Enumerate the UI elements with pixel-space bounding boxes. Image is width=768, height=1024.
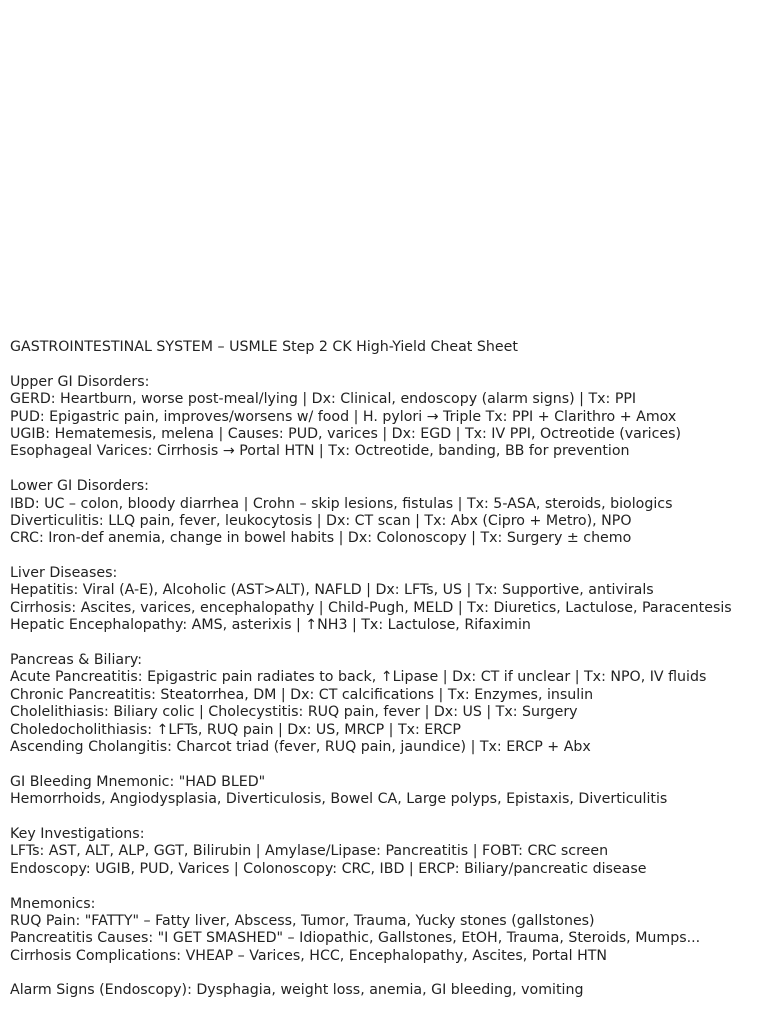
spacer (10, 756, 762, 773)
section-heading: Mnemonics: (10, 895, 96, 912)
section-heading: Liver Diseases: (10, 565, 118, 582)
section-pancreas-biliary (10, 652, 762, 756)
section-heading: Upper GI Disorders: (10, 373, 150, 390)
section-line: Cirrhosis Complications: VHEAP – Varices, HCC, Encephalopathy, Ascites, Portal HTN (10, 947, 608, 964)
section-line: Endoscopy: UGIB, PUD, Varices | Colonoscopy: CRC, IBD | ERCP: Biliary/pancreatic disease (10, 860, 647, 877)
spacer (10, 356, 762, 373)
section-line: IBD: UC – colon, bloody diarrhea | Crohn – skip lesions, fistulas | Tx: 5-ASA, steroids, biologics (10, 495, 673, 512)
section-line: Cirrhosis: Ascites, varices, encephalopathy | Child-Pugh, MELD | Tx: Diuretics, Lactulose, Paracentesis (10, 599, 732, 616)
section-line: PUD: Epigastric pain, improves/worsens w/ food | H. pylori → Triple Tx: PPI + Clarithro + Amox (10, 408, 677, 425)
section-line: Cholelithiasis: Biliary colic | Cholecystitis: RUQ pain, fever | Dx: US | Tx: Surgery (10, 704, 578, 721)
section-line: Hepatic Encephalopathy: AMS, asterixis | ↑NH3 | Tx: Lactulose, Rifaximin (10, 617, 531, 634)
section-line: Chronic Pancreatitis: Steatorrhea, DM | Dx: CT calcifications | Tx: Enzymes, insulin (10, 686, 594, 703)
spacer (10, 878, 762, 895)
section-line: Esophageal Varices: Cirrhosis → Portal HTN | Tx: Octreotide, banding, BB for prevention (10, 443, 630, 460)
section-gi-bleeding-mnemonic (10, 774, 762, 809)
section-key-investigations (10, 826, 762, 878)
cheat-sheet-document (10, 339, 762, 1000)
section-line: RUQ Pain: "FATTY" – Fatty liver, Abscess, Tumor, Trauma, Yucky stones (gallstones) (10, 912, 595, 929)
alarm-signs-footer: Alarm Signs (Endoscopy): Dysphagia, weight loss, anemia, GI bleeding, vomiting (10, 982, 584, 999)
section-lower-gi (10, 478, 762, 548)
section-line: Diverticulitis: LLQ pain, fever, leukocytosis | Dx: CT scan | Tx: Abx (Cipro + Metro), NPO (10, 512, 632, 529)
section-line: Ascending Cholangitis: Charcot triad (fever, RUQ pain, jaundice) | Tx: ERCP + Abx (10, 738, 591, 755)
spacer (10, 635, 762, 652)
section-line: Choledocholithiasis: ↑LFTs, RUQ pain | Dx: US, MRCP | Tx: ERCP (10, 721, 461, 738)
section-line: LFTs: AST, ALT, ALP, GGT, Bilirubin | Amylase/Lipase: Pancreatitis | FOBT: CRC screen (10, 843, 609, 860)
section-line: Hepatitis: Viral (A-E), Alcoholic (AST>ALT), NAFLD | Dx: LFTs, US | Tx: Supportive, antivirals (10, 582, 654, 599)
spacer (10, 548, 762, 565)
section-line: GERD: Heartburn, worse post-meal/lying | Dx: Clinical, endoscopy (alarm signs) | Tx: PPI (10, 391, 637, 408)
section-heading: Pancreas & Biliary: (10, 652, 143, 669)
spacer (10, 809, 762, 826)
section-line: Acute Pancreatitis: Epigastric pain radiates to back, ↑Lipase | Dx: CT if unclear | Tx: NPO, IV fluids (10, 669, 707, 686)
spacer (10, 461, 762, 478)
section-heading: Key Investigations: (10, 825, 145, 842)
section-line: Hemorrhoids, Angiodysplasia, Diverticulosis, Bowel CA, Large polyps, Epistaxis, Diverticulitis (10, 791, 668, 808)
section-upper-gi (10, 374, 762, 461)
section-liver-diseases (10, 565, 762, 635)
section-line: UGIB: Hematemesis, melena | Causes: PUD, varices | Dx: EGD | Tx: IV PPI, Octreotide (varices) (10, 425, 682, 442)
section-heading: GI Bleeding Mnemonic: "HAD BLED" (10, 773, 266, 790)
section-mnemonics (10, 896, 762, 966)
section-line: Pancreatitis Causes: "I GET SMASHED" – Idiopathic, Gallstones, EtOH, Trauma, Steroids, Mumps... (10, 930, 701, 947)
spacer (10, 965, 762, 982)
section-line: CRC: Iron-def anemia, change in bowel habits | Dx: Colonoscopy | Tx: Surgery ± chemo (10, 530, 632, 547)
section-heading: Lower GI Disorders: (10, 478, 149, 495)
document-title: GASTROINTESTINAL SYSTEM – USMLE Step 2 CK High-Yield Cheat Sheet (10, 339, 518, 355)
